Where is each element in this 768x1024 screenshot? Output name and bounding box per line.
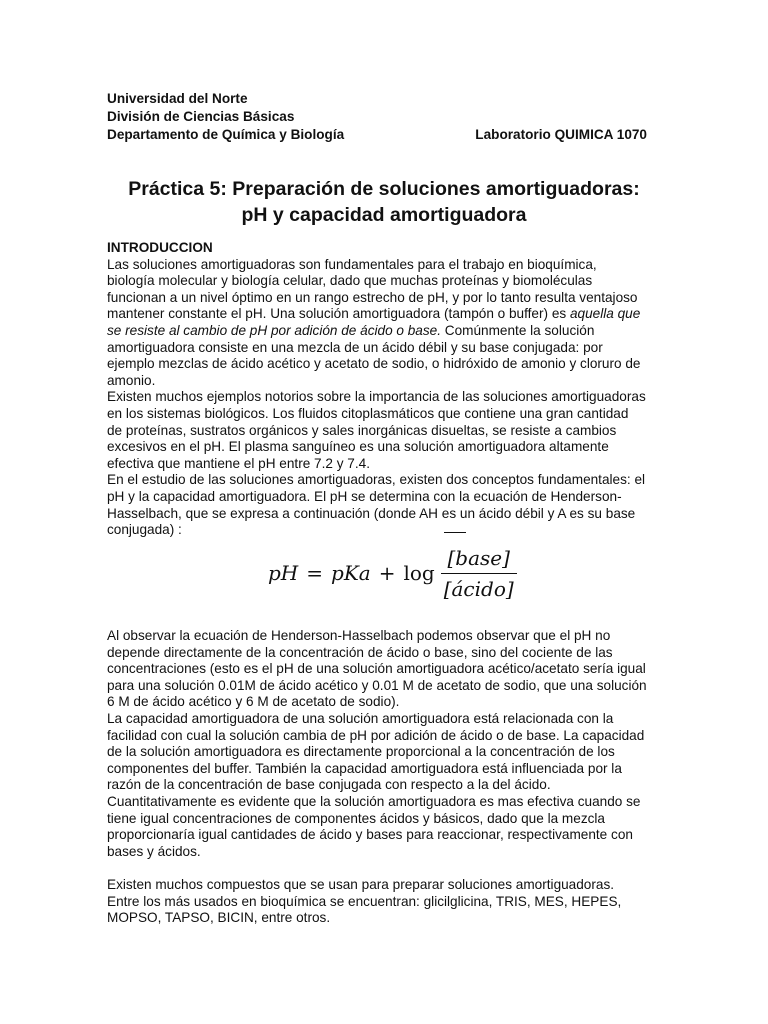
formula-overline [444, 532, 466, 533]
formula-lhs: pH [268, 561, 299, 585]
title-line-2: pH y capacidad amortiguadora [241, 204, 527, 226]
introduction-section [107, 240, 647, 539]
division-name: División de Ciencias Básicas [107, 109, 295, 124]
document-title [60, 176, 708, 228]
department-name: Departamento de Química y Biología [107, 127, 345, 142]
formula-pka: pKa [331, 561, 371, 585]
formula-equals: = [306, 561, 324, 585]
formula-fraction [441, 546, 517, 601]
paragraph-1-text-a: Las soluciones amortiguadoras son fundamentales para el trabajo en bioquímica, biología molecular y biología celular, dado que muchas proteínas y biomoléculas funcionan a un nivel óptimo en un rango estrecho de pH, y por lo tanto resulta ventajoso mantener constante el pH. Una solución amortiguadora (tampón o buffer) es [107, 256, 638, 322]
paragraph-1-italic: aquella que se resiste al cambio de pH por adición de ácido o base. [107, 306, 641, 338]
formula-numerator: [base] [447, 545, 510, 570]
paragraph-1-text-b: Comúnmente la solución amortiguadora consiste en una mezcla de un ácido débil y su base conjugada: por ejemplo mezclas de ácido acético y acetato de sodio, o hidróxido de amonio y cloruro de amonio. [107, 322, 641, 388]
henderson-hasselbach-equation [268, 538, 517, 608]
paragraph-4: Al observar la ecuación de Henderson-Hasselbach podemos observar que el pH no depende directamente de la concentración de ácido o base, sino del cociente de las concentraciones (esto es el pH de una solución amortiguadora acético/acetato sería igual para una solución 0.01M de ácido acético y 0.01 M de acetato de sodio, que una solución 6 M de ácido acético y 6 M de acetato de sodio). [107, 628, 647, 710]
section-heading: INTRODUCCION [107, 240, 213, 255]
title-line-1: Práctica 5: Preparación de soluciones amortiguadoras: [128, 178, 640, 200]
university-name: Universidad del Norte [107, 91, 248, 106]
department-row [107, 126, 647, 144]
formula-denominator: [ácido] [441, 573, 517, 601]
lab-name: Laboratorio QUIMICA 1070 [475, 127, 647, 142]
formula-plus: + [378, 561, 396, 585]
paragraph-3: En el estudio de las soluciones amortiguadoras, existen dos conceptos fundamentales: el pH y la capacidad amortiguadora. El pH se determina con la ecuación de Henderson-Hasselbach, que se expresa a continuación (donde AH es un ácido débil y A es su base conjugada) : [107, 472, 646, 538]
document-header [107, 90, 647, 144]
paragraph-1 [107, 257, 647, 390]
formula-log: log [403, 561, 435, 585]
paragraph-2: Existen muchos ejemplos notorios sobre la importancia de las soluciones amortiguadoras en los sistemas biológicos. Los fluidos citoplasmáticos que contiene una gran cantidad de proteínas, sustratos orgánicos y sales inorgánicas disueltas, se resiste a cambios excesivos en el pH. El plasma sanguíneo es una solución amortiguadora altamente efectiva que mantiene el pH entre 7.2 y 7.4. [107, 389, 646, 471]
paragraph-6: Cuantitativamente es evidente que la solución amortiguadora es mas efectiva cuando se tiene igual concentraciones de componentes ácidos y básicos, dado que la mezcla proporcionaría igual cantidades de ácido y bases para reaccionar, respectivamente con bases y ácidos. [107, 793, 641, 859]
paragraph-5: La capacidad amortiguadora de una solución amortiguadora está relacionada con la facilidad con cual la solución cambia de pH por adición de ácido o de base. La capacidad de la solución amortiguadora es directamente proporcional a la concentración de los componentes del buffer. También la capacidad amortiguadora está influenciada por la razón de la concentración de base conjugada con respecto a la del ácido. [107, 710, 645, 793]
discussion-section [107, 628, 647, 927]
paragraph-spacer [107, 860, 647, 877]
paragraph-7: Existen muchos compuestos que se usan para preparar soluciones amortiguadoras. Entre los más usados en bioquímica se encuentran: glicilglicina, TRIS, MES, HEPES, MOPSO, TAPSO, BICIN, entre otros. [107, 876, 622, 926]
